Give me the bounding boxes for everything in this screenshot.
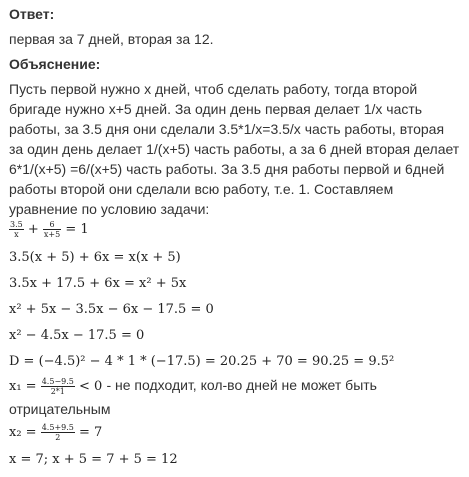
paragraph-line: уравнение по условию задачи: [9, 201, 210, 217]
fraction: $\frac{6}{x+5}$ [43, 220, 61, 239]
equation-2: 3.5(x + 5) + 6x = x(x + 5) [9, 250, 181, 265]
equation-6: D = (−4.5)² − 4 * 1 * (−17.5) = 20.25 + 70 = 90.25 = 9.5² [9, 354, 395, 369]
paragraph-line: 6*1/(х+5) =6/(х+5) часть работы. За 3.5 дня работы первой и 6дней [9, 161, 445, 177]
answer-text: первая за 7 дней, вторая за 12. [9, 31, 214, 47]
paragraph-line: работы, за 3.5 дня они сделали 3.5*1/х=3.5/х часть работы, вторая [9, 121, 445, 137]
equation-8: x₂ = $\frac{4.5+9.5}{2}$ = 7 [9, 423, 103, 442]
fraction: $\frac{4.5+9.5}{2}$ [41, 423, 74, 442]
equation-5: x² − 4.5x − 17.5 = 0 [9, 328, 145, 343]
explanation-heading: Объяснение: [9, 56, 101, 72]
fraction: $\frac{4.5-9.5}{2*1}$ [41, 377, 74, 396]
paragraph-line: за один день делает 1/(х+5) часть работы, а за 6 дней вторая делает [9, 141, 460, 157]
equation-7-comment: - не подходит, кол-во дней не может быть [106, 377, 377, 393]
equation-4: x² + 5x − 3.5x − 6x − 17.5 = 0 [9, 302, 214, 317]
paragraph-line: Пусть первой нужно х дней, чтоб сделать работу, тогда второй [9, 81, 418, 97]
paragraph-line: бригаде нужно х+5 дней. За один день первая делает 1/х часть [9, 101, 423, 117]
answer-heading: Ответ: [9, 6, 55, 22]
equation-7-comment-cont: отрицательным [9, 401, 111, 417]
fraction: $\frac{3.5}{x}$ [10, 220, 23, 239]
paragraph-line: работы второй они сделали всю работу, т.е. 1. Составляем [9, 181, 394, 197]
equation-7: x₁ = $\frac{4.5-9.5}{2*1}$ < 0 - не подходит, кол-во дней не может быть [9, 377, 377, 396]
equation-1: $\frac{3.5}{x}$ + $\frac{6}{x+5}$ = 1 [10, 220, 89, 239]
equation-3: 3.5x + 17.5 + 6x = x² + 5x [9, 276, 187, 291]
equation-9: x = 7; x + 5 = 7 + 5 = 12 [9, 452, 178, 467]
